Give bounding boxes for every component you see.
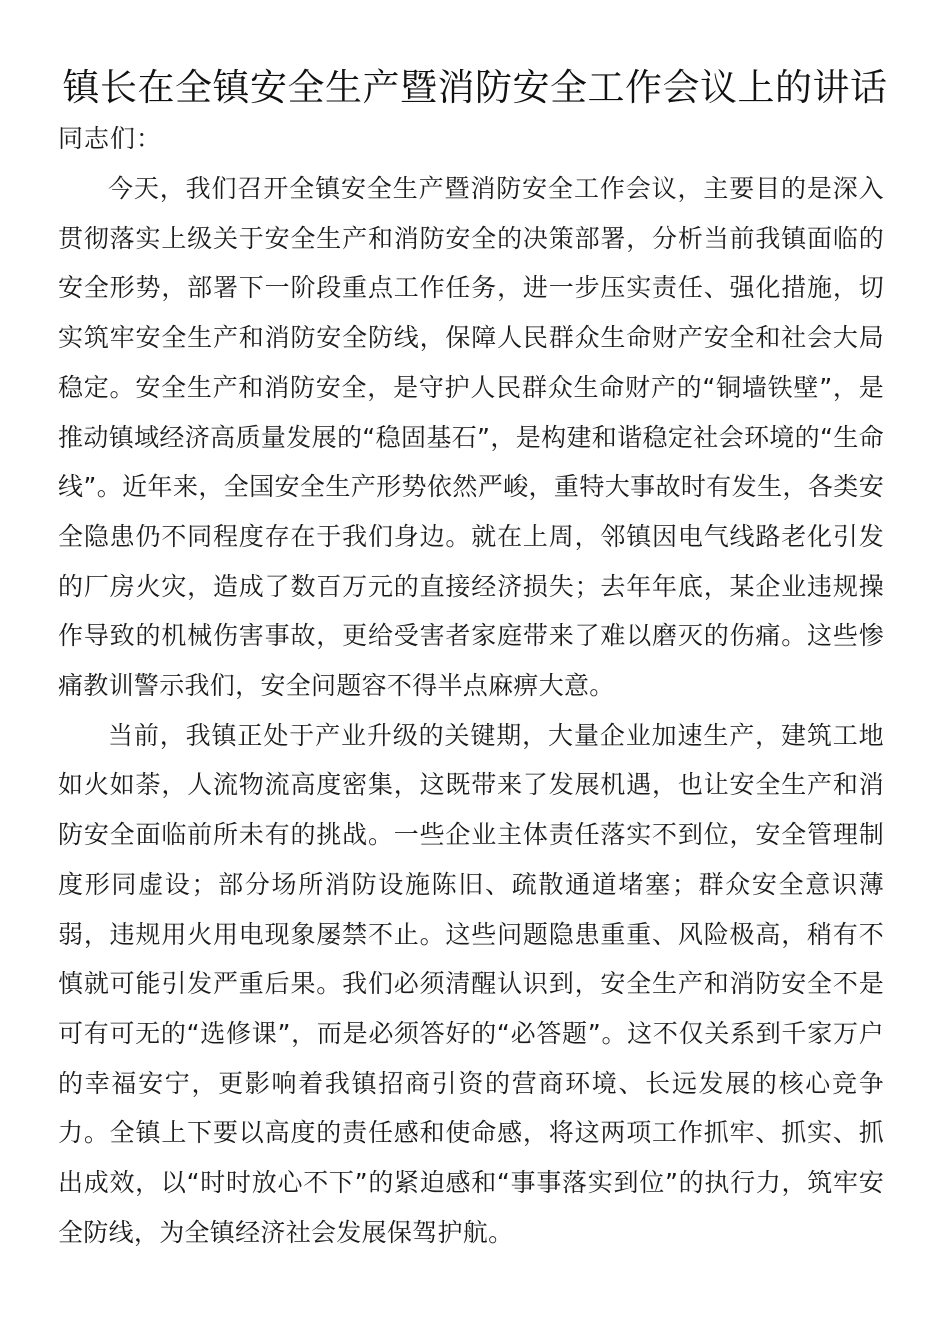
speech-body	[58, 164, 884, 1257]
salutation: 同志们：	[58, 124, 163, 153]
paragraph-1: 今天，我们召开全镇安全生产暨消防安全工作会议，主要目的是深入贯彻落实上级关于安全生产和消防安全的决策部署，分析当前我镇面临的安全形势，部署下一阶段重点工作任务，进一步压实责任、强化措施，切实筑牢安全生产和消防安全防线，保障人民群众生命财产安全和社会大局稳定。安全生产和消防安全，是守护人民群众生命财产的“铜墙铁壁”，是推动镇域经济高质量发展的“稳固基石”，是构建和谐稳定社会环境的“生命线”。近年来，全国安全生产形势依然严峻，重特大事故时有发生，各类安全隐患仍不同程度存在于我们身边。就在上周，邻镇因电气线路老化引发的厂房火灾，造成了数百万元的直接经济损失；去年年底，某企业违规操作导致的机械伤害事故，更给受害者家庭带来了难以磨灭的伤痛。这些惨痛教训警示我们，安全问题容不得半点麻痹大意。	[58, 174, 884, 701]
paragraph-2: 当前，我镇正处于产业升级的关键期，大量企业加速生产，建筑工地如火如荼，人流物流高度密集，这既带来了发展机遇，也让安全生产和消防安全面临前所未有的挑战。一些企业主体责任落实不到位，安全管理制度形同虚设；部分场所消防设施陈旧、疏散通道堵塞；群众安全意识薄弱，违规用火用电现象屡禁不止。这些问题隐患重重、风险极高，稍有不慎就可能引发严重后果。我们必须清醒认识到，安全生产和消防安全不是可有可无的“选修课”，而是必须答好的“必答题”。这不仅关系到千家万户的幸福安宁，更影响着我镇招商引资的营商环境、长远发展的核心竞争力。全镇上下要以高度的责任感和使命感，将这两项工作抓牢、抓实、抓出成效，以“时时放心不下”的紧迫感和“事事落实到位”的执行力，筑牢安全防线，为全镇经济社会发展保驾护航。	[58, 720, 884, 1247]
document-title: 镇长在全镇安全生产暨消防安全工作会议上的讲话	[62, 66, 888, 109]
